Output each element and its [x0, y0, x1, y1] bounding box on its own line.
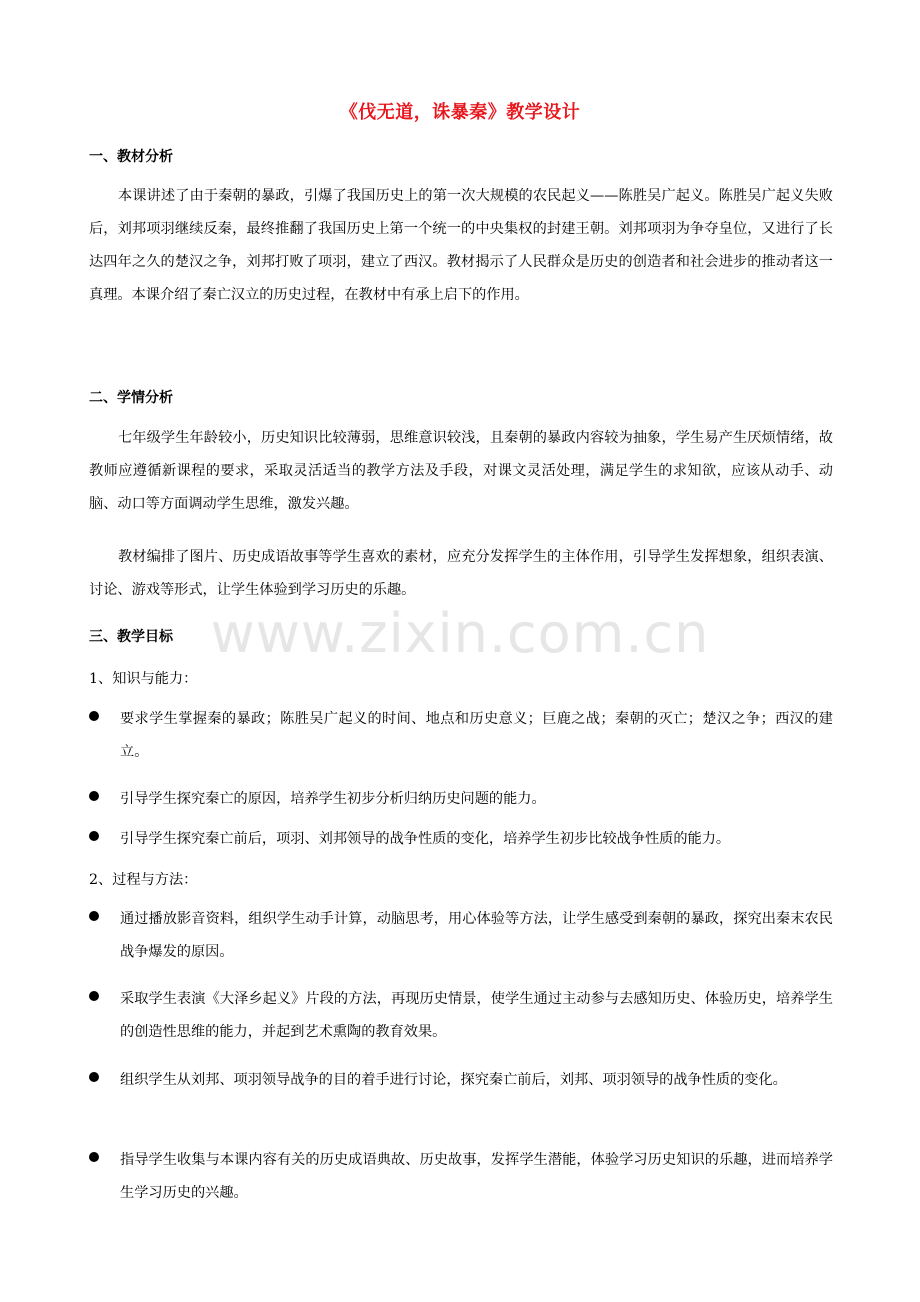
goal-subheading-process: 2、过程与方法：: [89, 872, 198, 888]
goal-subheading-knowledge: 1、知识与能力：: [89, 671, 198, 687]
list-item-text: 组织学生从刘邦、项羽领导战争的目的着手进行讨论，探究秦亡前后，刘邦、项羽领导的战争性质的变化。: [120, 1072, 787, 1088]
textbook-analysis-paragraph: 本课讲述了由于秦朝的暴政，引爆了我国历史上的第一次大规模的农民起义——陈胜吴广起义。陈胜吴广起义失败后，刘邦项羽继续反秦，最终推翻了我国历史上第一个统一的中央集权的封建王朝。刘邦项羽为争夺皇位，又进行了长达四年之久的楚汉之争，刘邦打败了项羽，建立了西汉。教材揭示了人民群众是历史的创造者和社会进步的推动者这一真理。本课介绍了秦亡汉立的历史过程，在教材中有承上启下的作用。: [89, 188, 833, 303]
bullet-icon: [89, 991, 99, 1001]
bullet-icon: [89, 1152, 99, 1162]
list-item-text: 采取学生表演《大泽乡起义》片段的方法，再现历史情景，使学生通过主动参与去感知历史、体验历史，培养学生的创造性思维的能力，并起到艺术熏陶的教育效果。: [120, 991, 833, 1040]
list-item-text: 引导学生探究秦亡前后，项羽、刘邦领导的战争性质的变化，培养学生初步比较战争性质的能力。: [120, 831, 731, 847]
bullet-icon: [89, 791, 99, 801]
bullet-icon: [89, 911, 99, 921]
list-item-text: 指导学生收集与本课内容有关的历史成语典故、历史故事，发挥学生潜能，体验学习历史知识的乐趣，进而培养学生学习历史的兴趣。: [120, 1152, 833, 1201]
student-analysis-paragraph-2: 教材编排了图片、历史成语故事等学生喜欢的素材，应充分发挥学生的主体作用，引导学生发挥想象，组织表演、讨论、游戏等形式，让学生体验到学习历史的乐趣。: [89, 549, 833, 598]
list-item-text: 引导学生探究秦亡的原因，培养学生初步分析归纳历史问题的能力。: [120, 791, 546, 807]
bullet-icon: [89, 711, 99, 721]
section-heading-textbook-analysis: 一、教材分析: [89, 149, 173, 165]
bullet-icon: [89, 831, 99, 841]
list-item-text: 通过播放影音资料，组织学生动手计算，动脑思考，用心体验等方法，让学生感受到秦朝的暴政，探究出秦末农民战争爆发的原因。: [120, 911, 833, 960]
bullet-icon: [89, 1072, 99, 1082]
document-title: 《伐无道，诛暴秦》教学设计: [339, 102, 581, 123]
watermark: www.zixin.com.cn: [210, 602, 710, 665]
list-item-text: 要求学生掌握秦的暴政；陈胜吴广起义的时间、地点和历史意义；巨鹿之战；秦朝的灭亡；楚汉之争；西汉的建立。: [120, 711, 833, 760]
student-analysis-paragraph-1: 七年级学生年龄较小，历史知识比较薄弱，思维意识较浅，且秦朝的暴政内容较为抽象，学生易产生厌烦情绪，故教师应遵循新课程的要求，采取灵活适当的教学方法及手段，对课文灵活处理，满足学生的求知欲，应该从动手、动脑、动口等方面调动学生思维，激发兴趣。: [89, 430, 833, 512]
section-heading-student-analysis: 二、学情分析: [89, 390, 173, 406]
section-heading-teaching-goals: 三、教学目标: [89, 629, 173, 645]
